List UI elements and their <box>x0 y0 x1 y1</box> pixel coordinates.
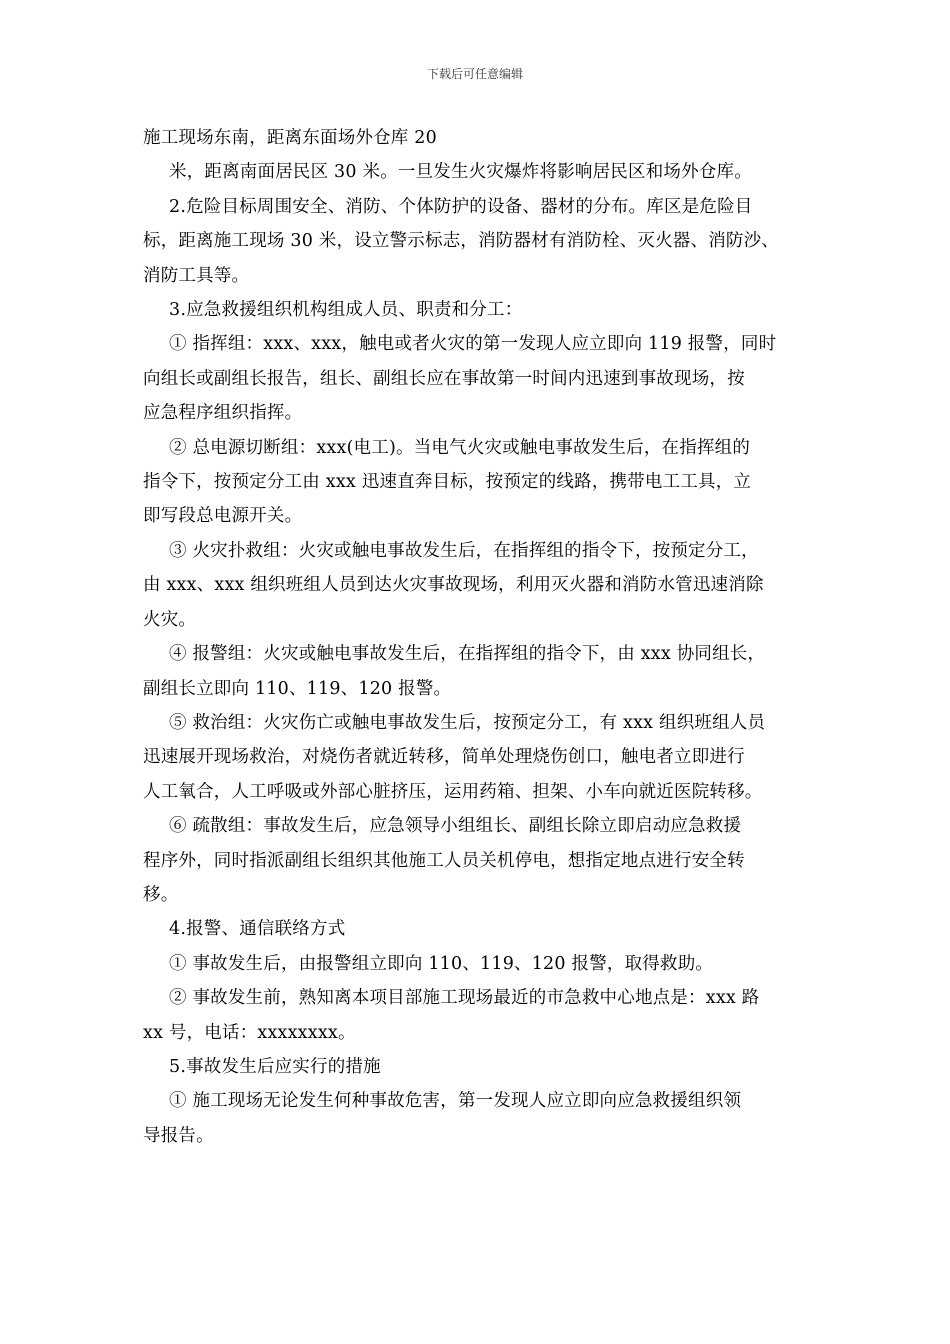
text-line: 米，距离南面居民区 30 米。一旦发生火灾爆炸将影响居民区和场外仓库。 <box>169 162 752 183</box>
document-body <box>143 121 820 1153</box>
text-line: ④ 报警组：火灾或触电事故发生后，在指挥组的指令下，由 xxx 协同组长， <box>169 644 766 665</box>
text-line: 即写段总电源开关。 <box>143 506 303 527</box>
text-line: 向组长或副组长报告，组长、副组长应在事故第一时间内迅速到事故现场，按 <box>143 368 745 389</box>
text-line: 3.应急救援组织机构组成人员、职责和分工： <box>169 300 523 321</box>
text-line: 5.事故发生后应实行的措施 <box>169 1056 381 1077</box>
text-line: 导报告。 <box>143 1125 214 1146</box>
text-line: 人工氧合，人工呼吸或外部心脏挤压，运用药箱、担架、小车向就近医院转移。 <box>143 781 763 802</box>
text-line: 指令下，按预定分工由 xxx 迅速直奔目标，按预定的线路，携带电工工具，立 <box>143 472 752 493</box>
page-header: 下载后可任意编辑 <box>426 67 523 81</box>
text-line: 应急程序组织指挥。 <box>143 403 303 424</box>
text-line: 程序外，同时指派副组长组织其他施工人员关机停电，想指定地点进行安全转 <box>143 850 745 871</box>
text-line: ⑤ 救治组：火灾伤亡或触电事故发生后，按预定分工，有 xxx 组织班组人员 <box>169 712 766 733</box>
text-line: 标，距离施工现场 30 米，设立警示标志，消防器材有消防栓、灭火器、消防沙、 <box>143 231 779 252</box>
text-line: ① 指挥组：xxx、xxx，触电或者火灾的第一发现人应立即向 119 报警，同时 <box>169 334 777 355</box>
text-line: 移。 <box>143 884 179 905</box>
text-line: 副组长立即向 110、119、120 报警。 <box>143 678 452 699</box>
text-line: 2.危险目标周围安全、消防、个体防护的设备、器材的分布。库区是危险目 <box>169 196 753 217</box>
text-line: ② 事故发生前，熟知离本项目部施工现场最近的市急救中心地点是：xxx 路 <box>169 988 760 1009</box>
text-line: 由 xxx、xxx 组织班组人员到达火灾事故现场，利用灭火器和消防水管迅速消除 <box>143 575 764 596</box>
text-line: ① 施工现场无论发生何种事故危害，第一发现人应立即向应急救援组织领 <box>169 1091 742 1112</box>
text-line: 火灾。 <box>143 609 197 630</box>
text-line: 4.报警、通信联络方式 <box>169 919 346 940</box>
text-line: ① 事故发生后，由报警组立即向 110、119、120 报警，取得救助。 <box>169 953 714 974</box>
text-line: 施工现场东南，距离东面场外仓库 20 <box>143 128 437 148</box>
text-line: ⑥ 疏散组：事故发生后，应急领导小组组长、副组长除立即启动应急救援 <box>169 816 742 837</box>
text-line: ③ 火灾扑救组：火灾或触电事故发生后，在指挥组的指令下，按预定分工， <box>169 540 759 561</box>
text-line: xx 号，电话：xxxxxxxx。 <box>143 1022 356 1043</box>
text-line: 消防工具等。 <box>143 265 250 286</box>
text-line: 迅速展开现场救治，对烧伤者就近转移，简单处理烧伤创口，触电者立即进行 <box>143 747 745 768</box>
text-line: ② 总电源切断组：xxx(电工)。当电气火灾或触电事故发生后，在指挥组的 <box>169 437 751 458</box>
